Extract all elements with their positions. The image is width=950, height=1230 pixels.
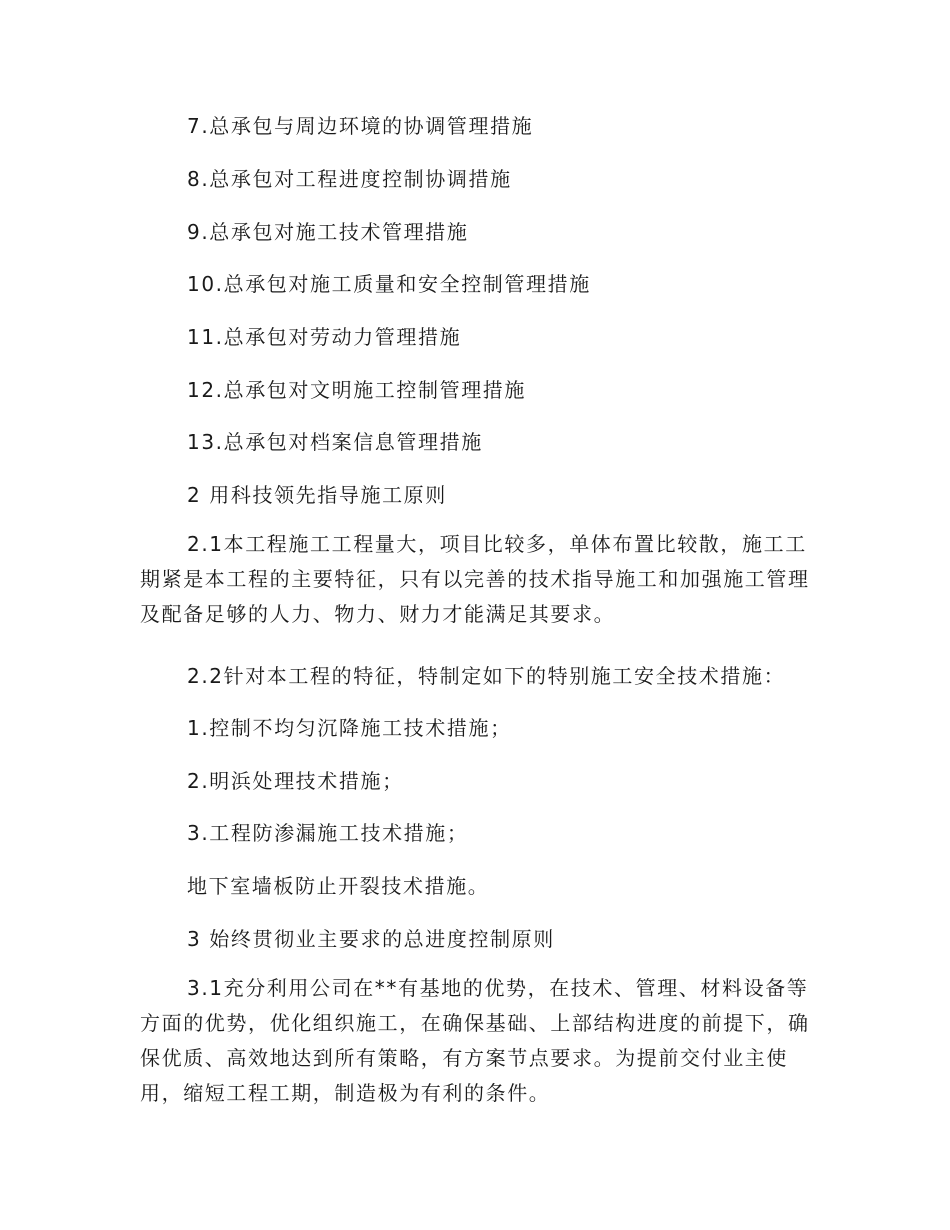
list-item-8: 8.总承包对工程进度控制协调措施 [187,167,512,191]
section-heading-2: 2 用科技领先指导施工原则 [187,483,447,507]
list-item-7: 7.总承包与周边环境的协调管理措施 [187,114,534,138]
list-item-13: 13.总承包对档案信息管理措施 [187,430,483,454]
section-heading-3: 3 始终贯彻业主要求的总进度控制原则 [187,927,555,951]
measure-item-4: 地下室墙板防止开裂技术措施。 [187,874,490,898]
paragraph-2-1: 2.1本工程施工工程量大，项目比较多，单体布置比较散，施工工期紧是本工程的主要特征，只有以完善的技术指导施工和加强施工管理及配备足够的人力、物力、财力才能满足其要求。 [140,532,810,626]
list-item-10: 10.总承包对施工质量和安全控制管理措施 [187,272,591,296]
paragraph-3-1: 3.1充分利用公司在**有基地的优势，在技术、管理、材料设备等方面的优势，优化组织施工，在确保基础、上部结构进度的前提下，确保优质、高效地达到所有策略，有方案节点要求。为提前交付业主使用，缩短工程工期，制造极为有利的条件。 [140,976,810,1105]
list-item-12: 12.总承包对文明施工控制管理措施 [187,378,527,402]
list-item-9: 9.总承包对施工技术管理措施 [187,220,469,244]
measure-item-2: 2.明浜处理技术措施； [187,769,404,793]
measure-item-3: 3.工程防渗漏施工技术措施； [187,821,469,845]
paragraph-2-2: 2.2针对本工程的特征，特制定如下的特别施工安全技术措施： [187,664,786,688]
measure-item-1: 1.控制不均匀沉降施工技术措施； [187,716,512,740]
list-item-11: 11.总承包对劳动力管理措施 [187,325,462,349]
